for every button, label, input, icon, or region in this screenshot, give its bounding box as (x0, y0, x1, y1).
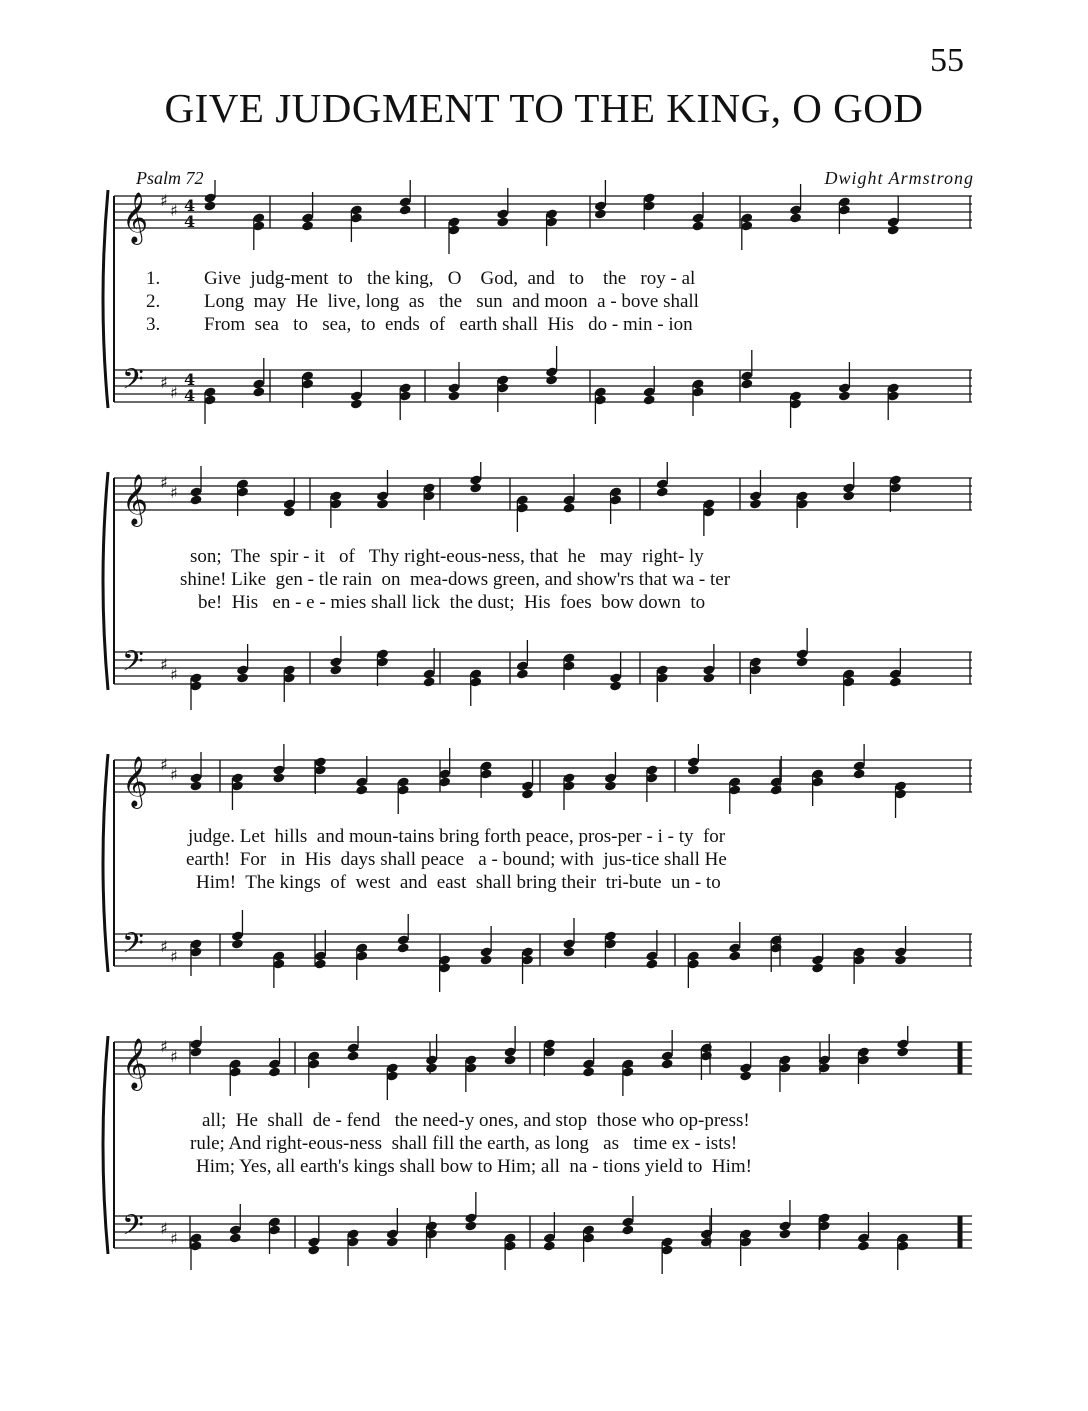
time-signature-top: 4 (184, 196, 196, 215)
note-head (702, 672, 715, 683)
note-head (894, 954, 907, 965)
sharp-icon: ♯ (160, 937, 168, 956)
note-head (397, 942, 410, 953)
lyric-line: all; He shall de - fend the need-y ones, and stop those who op-press! (202, 1110, 750, 1131)
treble-clef-icon: 𝄞 (122, 192, 149, 243)
composer-credit: Dwight Armstrong (824, 168, 974, 188)
sharp-icon: ♯ (170, 383, 178, 402)
treble-clef-icon: 𝄞 (122, 1038, 149, 1089)
system-bracket (103, 754, 108, 972)
note-head (778, 1228, 791, 1239)
lyric-line: be! His en - e - mies shall lick the dust; His foes bow down to (198, 592, 706, 613)
note-head (301, 220, 314, 231)
note-head (740, 378, 753, 389)
lyric-line: Him! The kings of west and east shall bring their tri-bute un - to (196, 872, 721, 893)
note-head (770, 784, 783, 795)
note-head (504, 1054, 517, 1065)
lyric-line: son; The spir - it of Thy right-eous-ness, that he may right- ly (190, 546, 704, 567)
treble-clef-icon: 𝄞 (122, 756, 149, 807)
note-head (842, 490, 855, 501)
verse-number: 2. (146, 291, 161, 312)
note-head (687, 764, 700, 775)
note-head (329, 664, 342, 675)
hymn-title: GIVE JUDGMENT TO THE KING, O GOD (164, 85, 924, 131)
note-head (545, 374, 558, 385)
note-head (347, 1050, 360, 1061)
sharp-icon: ♯ (160, 1219, 168, 1238)
note-head (203, 200, 216, 211)
note-head (231, 938, 244, 949)
sharp-icon: ♯ (160, 191, 168, 210)
note-head (656, 486, 669, 497)
sharp-icon: ♯ (160, 1037, 168, 1056)
time-signature-bottom: 4 (184, 212, 196, 231)
bass-clef-icon: 𝄢 (122, 645, 144, 685)
note-head (796, 656, 809, 667)
system-bracket (103, 472, 108, 690)
sharp-icon: ♯ (160, 473, 168, 492)
text-source-credit: Psalm 72 (136, 168, 204, 188)
bass-clef-icon: 𝄢 (122, 927, 144, 967)
note-head (621, 1224, 634, 1235)
sharp-icon: ♯ (160, 373, 168, 392)
note-head (399, 204, 412, 215)
note-head (889, 676, 902, 687)
lyric-line: From sea to sea, to ends of earth shall His do - min - ion (204, 314, 693, 335)
note-head (447, 390, 460, 401)
sharp-icon: ♯ (170, 765, 178, 784)
note-head (594, 208, 607, 219)
note-head (314, 958, 327, 969)
sharp-icon: ♯ (170, 483, 178, 502)
note-head (643, 394, 656, 405)
music-system-1 (100, 180, 980, 450)
sharp-icon: ♯ (170, 1047, 178, 1066)
music-system-4 (100, 1026, 980, 1296)
lyric-line: Long may He live, long as the sun and moon a - bove shall (204, 291, 699, 312)
verse-number: 3. (146, 314, 161, 335)
system-bracket (103, 1036, 108, 1254)
note-head (272, 772, 285, 783)
note-head (189, 1046, 202, 1057)
lyric-line: earth! For in His days shall peace a - bound; with jus-tice shall He (186, 849, 727, 870)
note-head (728, 950, 741, 961)
note-head (562, 502, 575, 513)
lyric-line: shine! Like gen - tle rain on mea-dows green, and show'rs that wa - ter (180, 569, 731, 590)
note-head (543, 1240, 556, 1251)
note-head (268, 1066, 281, 1077)
note-head (464, 1220, 477, 1231)
note-head (604, 780, 617, 791)
note-head (386, 1236, 399, 1247)
bass-clef-icon: 𝄢 (122, 363, 144, 403)
sharp-icon: ♯ (170, 201, 178, 220)
sharp-icon: ♯ (170, 947, 178, 966)
note-head (229, 1232, 242, 1243)
time-signature-bottom: 4 (184, 386, 196, 405)
note-head (252, 386, 265, 397)
note-head (562, 946, 575, 957)
lyric-line: Give judg-ment to the king, O God, and to the roy - al (204, 268, 696, 289)
music-system-3 (100, 744, 980, 1014)
sharp-icon: ♯ (160, 755, 168, 774)
note-head (516, 668, 529, 679)
lyric-line: rule; And right-eous-ness shall fill the earth, as long as time ex - ists! (190, 1133, 738, 1154)
note-head (661, 1058, 674, 1069)
note-head (469, 482, 482, 493)
time-signature-top: 4 (184, 370, 196, 389)
system-bracket (103, 190, 108, 408)
lyric-line: judge. Let hills and moun-tains bring forth peace, pros-per - i - ty for (188, 826, 726, 847)
sharp-icon: ♯ (160, 655, 168, 674)
music-system-2 (100, 462, 980, 732)
sharp-icon: ♯ (170, 665, 178, 684)
note-head (376, 498, 389, 509)
note-head (189, 494, 202, 505)
note-head (853, 768, 866, 779)
note-head (789, 212, 802, 223)
page-number: 55 (930, 42, 964, 79)
treble-clef-icon: 𝄞 (122, 474, 149, 525)
sharp-icon: ♯ (170, 1229, 178, 1248)
bass-clef-icon: 𝄢 (122, 1209, 144, 1249)
note-head (896, 1046, 909, 1057)
lyric-line: Him; Yes, all earth's kings shall bow to Him; all na - tions yield to Him! (196, 1156, 752, 1177)
verse-number: 1. (146, 268, 161, 289)
